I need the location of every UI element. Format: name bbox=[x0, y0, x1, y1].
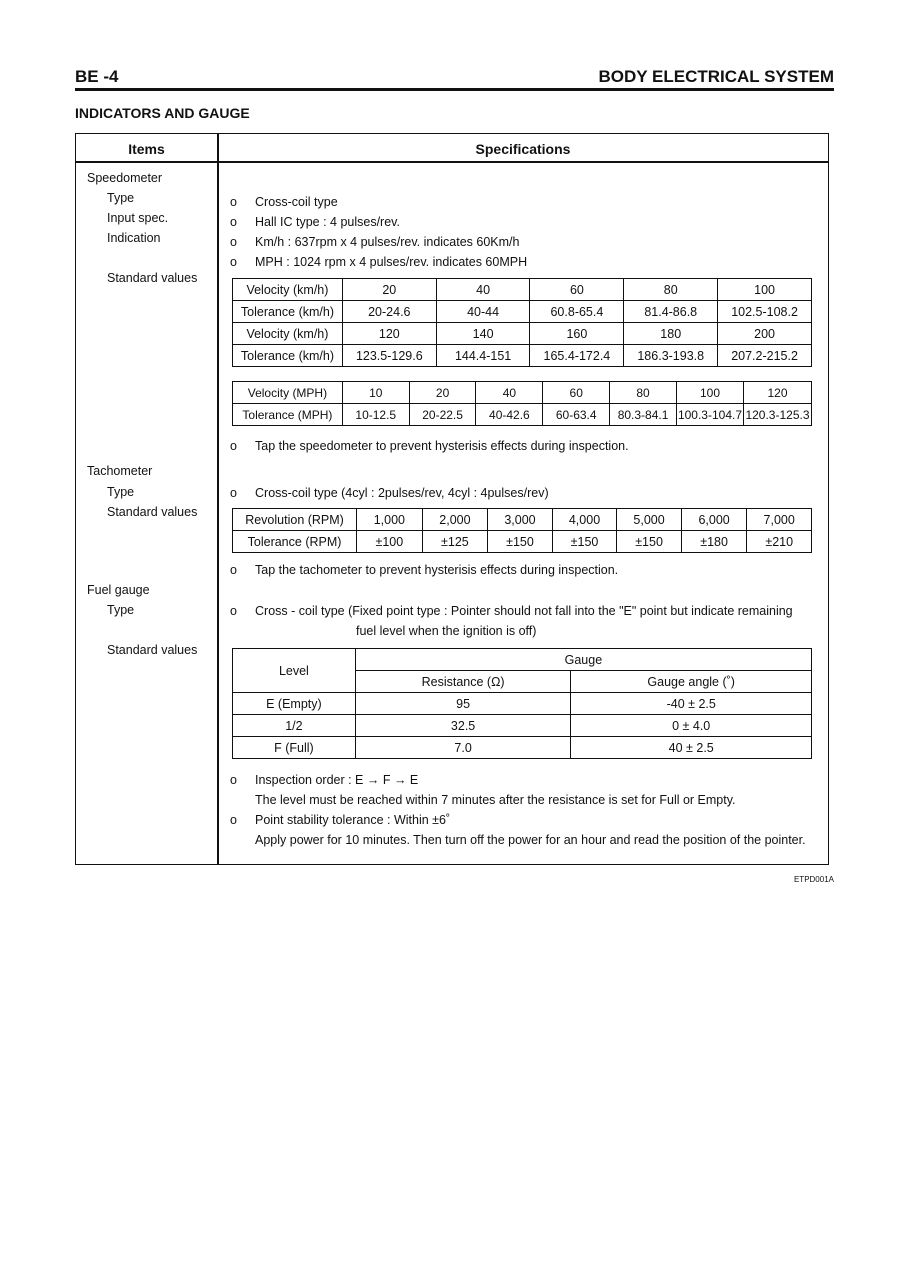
fuel-gauge-label: Fuel gauge bbox=[87, 583, 150, 597]
fuel-type-label: Type bbox=[107, 603, 135, 617]
table-cell: 20 bbox=[409, 382, 476, 404]
table-cell: 1,000 bbox=[357, 509, 423, 531]
table-cell: Velocity (km/h) bbox=[233, 323, 343, 345]
table-cell: Tolerance (km/h) bbox=[233, 301, 343, 323]
items-column-header: Items bbox=[128, 141, 165, 157]
fuel-gauge-table bbox=[232, 648, 812, 759]
fuel-standard-label: Standard values bbox=[107, 643, 198, 657]
fuel-type-line2: fuel level when the ignition is off) bbox=[356, 624, 537, 638]
table-row bbox=[233, 345, 812, 367]
table-cell: 2,000 bbox=[422, 509, 488, 531]
table-cell: 40 ± 2.5 bbox=[571, 737, 812, 759]
speedometer-type-value: Cross-coil type bbox=[255, 195, 338, 209]
table-cell: 120 bbox=[342, 323, 436, 345]
table-cell: ±210 bbox=[747, 531, 812, 553]
specifications-column-header: Specifications bbox=[475, 141, 571, 157]
table-row bbox=[233, 404, 812, 426]
table-cell: 60 bbox=[543, 382, 610, 404]
table-cell: 1/2 bbox=[233, 715, 356, 737]
tachometer-type-value: Cross-coil type (4cyl : 2pulses/rev, 4cyl : 4pulses/rev) bbox=[255, 486, 549, 500]
table-cell: ±180 bbox=[681, 531, 747, 553]
chapter-title: BODY ELECTRICAL SYSTEM bbox=[598, 67, 834, 86]
table-cell: 120.3-125.3 bbox=[743, 404, 811, 426]
bullet: o bbox=[230, 235, 237, 249]
table-cell: Velocity (MPH) bbox=[233, 382, 343, 404]
fuel-type-line1: Cross - coil type (Fixed point type : Pointer should not fall into the "E" point but indicate remaining bbox=[255, 604, 793, 618]
tachometer-standard-label: Standard values bbox=[107, 505, 198, 519]
table-cell: 20 bbox=[342, 279, 436, 301]
table-cell: 10-12.5 bbox=[342, 404, 409, 426]
tachometer-label: Tachometer bbox=[87, 464, 153, 478]
table-cell: 60-63.4 bbox=[543, 404, 610, 426]
table-cell: Velocity (km/h) bbox=[233, 279, 343, 301]
speedometer-mph-table bbox=[232, 381, 812, 426]
table-row bbox=[233, 693, 812, 715]
bullet: o bbox=[230, 439, 237, 453]
table-cell: 81.4-86.8 bbox=[624, 301, 718, 323]
table-cell: 5,000 bbox=[617, 509, 682, 531]
header-rule bbox=[75, 88, 834, 91]
angle-header-cell: Gauge angle (˚) bbox=[571, 671, 812, 693]
tachometer-type-label: Type bbox=[107, 485, 135, 499]
table-row bbox=[233, 531, 812, 553]
table-row bbox=[233, 509, 812, 531]
table-cell: 20-24.6 bbox=[342, 301, 436, 323]
table-cell: 7.0 bbox=[355, 737, 571, 759]
tachometer-note: Tap the tachometer to prevent hysterisis effects during inspection. bbox=[255, 563, 619, 577]
table-cell: 180 bbox=[624, 323, 718, 345]
table-cell: Revolution (RPM) bbox=[233, 509, 357, 531]
speedometer-kmh-table bbox=[232, 278, 812, 367]
table-cell: 3,000 bbox=[488, 509, 553, 531]
bullet: o bbox=[230, 773, 237, 787]
table-cell: Tolerance (RPM) bbox=[233, 531, 357, 553]
bullet: o bbox=[230, 813, 237, 827]
gauge-header-cell: Gauge bbox=[355, 649, 811, 671]
speedometer-indication-mph: MPH : 1024 rpm x 4 pulses/rev. indicates 60MPH bbox=[255, 255, 528, 269]
table-cell: 32.5 bbox=[355, 715, 571, 737]
table-cell: 0 ± 4.0 bbox=[571, 715, 812, 737]
bullet: o bbox=[230, 604, 237, 618]
speedometer-indication-kmh: Km/h : 637rpm x 4 pulses/rev. indicates 60Km/h bbox=[255, 235, 520, 249]
stability-tolerance: Point stability tolerance : Within ±6˚ bbox=[255, 813, 451, 827]
bullet: o bbox=[230, 255, 237, 269]
table-row bbox=[233, 301, 812, 323]
bullet: o bbox=[230, 486, 237, 500]
table-cell: 40-42.6 bbox=[476, 404, 543, 426]
table-cell: F (Full) bbox=[233, 737, 356, 759]
table-row bbox=[233, 323, 812, 345]
bullet: o bbox=[230, 563, 237, 577]
speedometer-note: Tap the speedometer to prevent hysterisis effects during inspection. bbox=[255, 439, 629, 453]
table-cell: 186.3-193.8 bbox=[624, 345, 718, 367]
bullet: o bbox=[230, 215, 237, 229]
table-cell: 95 bbox=[355, 693, 571, 715]
table-cell: 102.5-108.2 bbox=[718, 301, 812, 323]
table-cell: 207.2-215.2 bbox=[718, 345, 812, 367]
table-cell: 7,000 bbox=[747, 509, 812, 531]
table-cell: 6,000 bbox=[681, 509, 747, 531]
inspection-note: The level must be reached within 7 minutes after the resistance is set for Full or Empty. bbox=[255, 793, 736, 807]
level-header-cell: Level bbox=[233, 649, 356, 693]
speedometer-indication-label: Indication bbox=[107, 231, 161, 245]
table-row bbox=[233, 649, 812, 671]
table-cell: ±150 bbox=[552, 531, 617, 553]
speedometer-type-label: Type bbox=[107, 191, 135, 205]
table-cell: 10 bbox=[342, 382, 409, 404]
tachometer-table bbox=[232, 508, 812, 553]
table-cell: 40-44 bbox=[436, 301, 530, 323]
figure-code: ETPD001A bbox=[793, 875, 834, 884]
table-cell: ±150 bbox=[617, 531, 682, 553]
table-cell: Tolerance (km/h) bbox=[233, 345, 343, 367]
speedometer-standard-label: Standard values bbox=[107, 271, 198, 285]
resistance-header-cell: Resistance (Ω) bbox=[355, 671, 571, 693]
table-cell: 40 bbox=[436, 279, 530, 301]
table-row bbox=[233, 737, 812, 759]
table-cell: -40 ± 2.5 bbox=[571, 693, 812, 715]
table-cell: ±125 bbox=[422, 531, 488, 553]
table-cell: 20-22.5 bbox=[409, 404, 476, 426]
table-cell: 123.5-129.6 bbox=[342, 345, 436, 367]
stability-note: Apply power for 10 minutes. Then turn off the power for an hour and read the position of the pointer. bbox=[255, 833, 806, 847]
section-title: INDICATORS AND GAUGE bbox=[75, 105, 250, 121]
table-cell: 100.3-104.7 bbox=[677, 404, 744, 426]
table-cell: 165.4-172.4 bbox=[530, 345, 624, 367]
inspection-order: Inspection order : E → F → E bbox=[255, 773, 419, 787]
frame-header-divider bbox=[75, 161, 829, 163]
table-cell: E (Empty) bbox=[233, 693, 356, 715]
table-cell: Tolerance (MPH) bbox=[233, 404, 343, 426]
table-cell: 4,000 bbox=[552, 509, 617, 531]
table-cell: 140 bbox=[436, 323, 530, 345]
table-cell: 80 bbox=[624, 279, 718, 301]
table-row bbox=[233, 382, 812, 404]
speedometer-input-value: Hall IC type : 4 pulses/rev. bbox=[255, 215, 400, 229]
table-row bbox=[233, 279, 812, 301]
table-row bbox=[233, 715, 812, 737]
table-cell: 100 bbox=[718, 279, 812, 301]
page-number: BE -4 bbox=[75, 67, 119, 86]
table-cell: ±100 bbox=[357, 531, 423, 553]
bullet: o bbox=[230, 195, 237, 209]
table-cell: 120 bbox=[743, 382, 811, 404]
table-cell: 60.8-65.4 bbox=[530, 301, 624, 323]
table-cell: 80 bbox=[610, 382, 677, 404]
table-cell: 200 bbox=[718, 323, 812, 345]
table-cell: 80.3-84.1 bbox=[610, 404, 677, 426]
table-cell: 144.4-151 bbox=[436, 345, 530, 367]
table-cell: 40 bbox=[476, 382, 543, 404]
speedometer-label: Speedometer bbox=[87, 171, 163, 185]
frame-column-divider bbox=[217, 133, 219, 865]
table-cell: 60 bbox=[530, 279, 624, 301]
table-cell: 160 bbox=[530, 323, 624, 345]
speedometer-input-label: Input spec. bbox=[107, 211, 169, 225]
table-cell: 100 bbox=[677, 382, 744, 404]
table-cell: ±150 bbox=[488, 531, 553, 553]
